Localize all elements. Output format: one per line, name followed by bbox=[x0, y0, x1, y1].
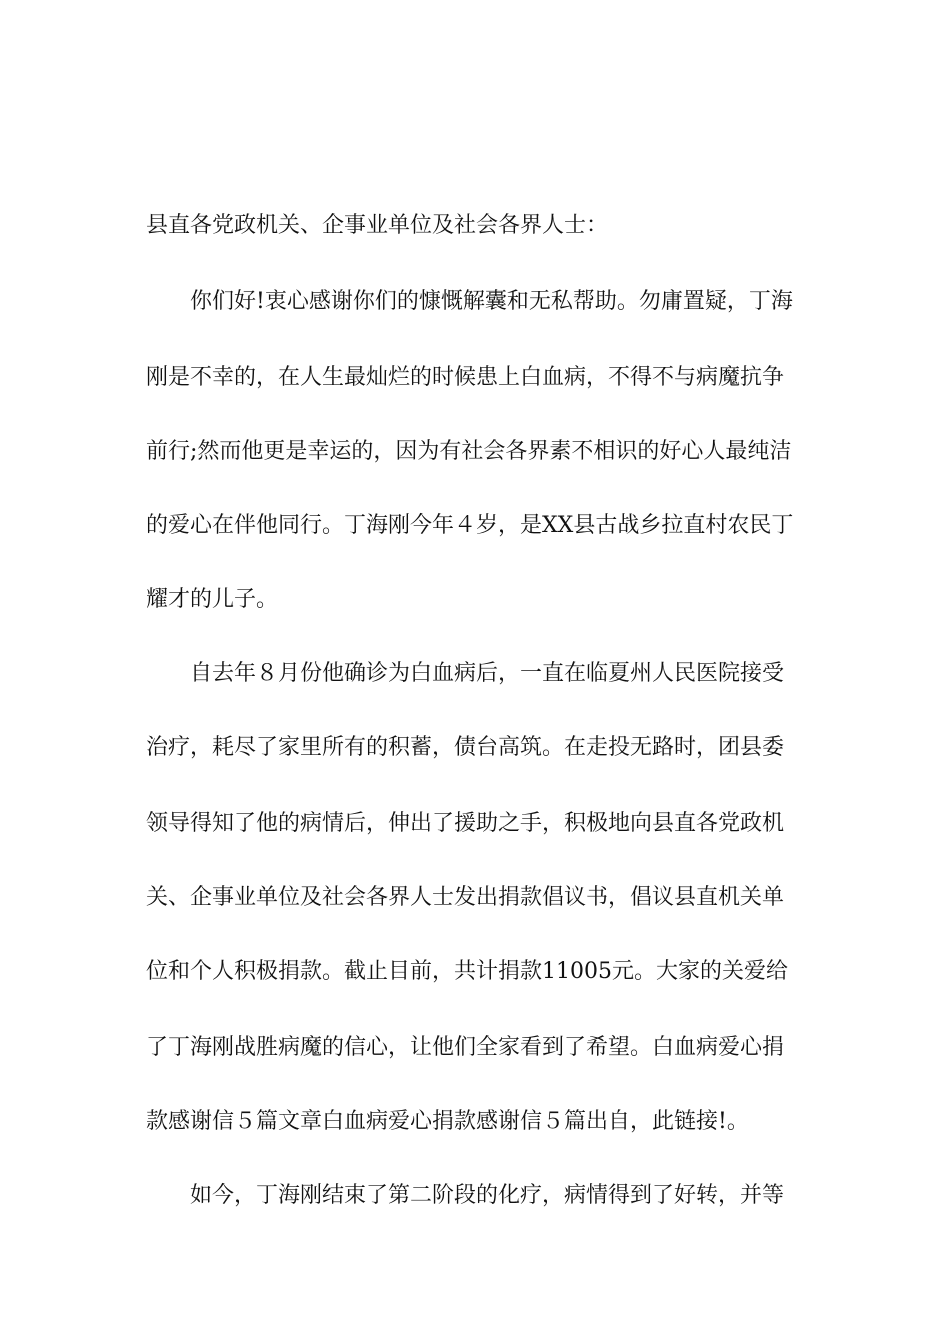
paragraph-1-line-4: 的爱心在伴他同行。丁海刚今年４岁，是XX县古战乡拉直村农民丁 bbox=[146, 513, 794, 538]
paragraph-3-line-1: 如今，丁海刚结束了第二阶段的化疗，病情得到了好转，并等 bbox=[190, 1183, 785, 1208]
paragraph-1-line-5: 耀才的儿子。 bbox=[146, 587, 279, 612]
paragraph-2-line-4: 关、企事业单位及社会各界人士发出捐款倡议书，倡议县直机关单 bbox=[146, 885, 785, 910]
paragraph-1-line-1: 你们好!衷心感谢你们的慷慨解囊和无私帮助。勿庸置疑，丁海 bbox=[190, 289, 793, 314]
paragraph-2-line-6: 了丁海刚战胜病魔的信心，让他们全家看到了希望。白血病爱心捐 bbox=[146, 1035, 785, 1060]
paragraph-2-line-7: 款感谢信５篇文章白血病爱心捐款感谢信５篇出自，此链接!。 bbox=[146, 1109, 749, 1134]
salutation: 县直各党政机关、企事业单位及社会各界人士： bbox=[146, 213, 609, 238]
paragraph-2-line-1: 自去年８月份他确诊为白血病后，一直在临夏州人民医院接受 bbox=[190, 661, 785, 686]
paragraph-1-line-3: 前行;然而他更是幸运的，因为有社会各界素不相识的好心人最纯洁 bbox=[146, 439, 792, 464]
paragraph-2-line-3: 领导得知了他的病情后，伸出了援助之手，积极地向县直各党政机 bbox=[146, 811, 785, 836]
paragraph-1-line-2: 刚是不幸的，在人生最灿烂的时候患上白血病，不得不与病魔抗争 bbox=[146, 365, 785, 390]
paragraph-2-line-5: 位和个人积极捐款。截止目前，共计捐款11005元。大家的关爱给 bbox=[146, 959, 788, 984]
paragraph-2-line-2: 治疗，耗尽了家里所有的积蓄，债台高筑。在走投无路时，团县委 bbox=[146, 735, 785, 760]
